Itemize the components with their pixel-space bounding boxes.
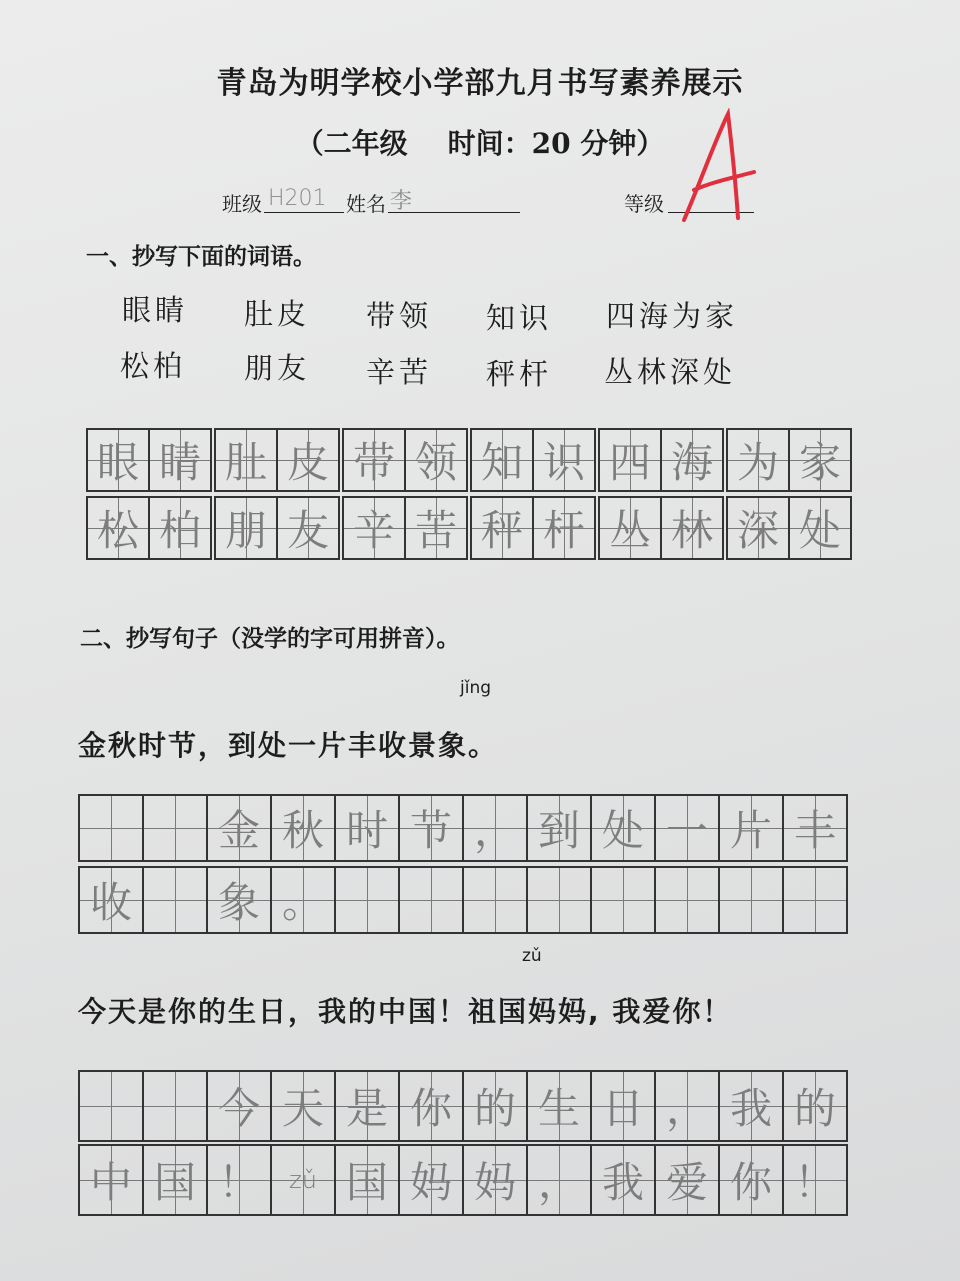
grid-cell[interactable]: [342, 428, 406, 492]
grid-cell[interactable]: [654, 1070, 720, 1142]
grid-cell[interactable]: [526, 794, 592, 862]
grid-cell[interactable]: [206, 794, 272, 862]
word-item: 知识: [486, 301, 553, 335]
handwritten-char: 妈: [473, 1158, 516, 1207]
word-item: 松柏: [120, 349, 187, 383]
grid-cell[interactable]: [142, 1070, 208, 1142]
grid-cell[interactable]: [462, 866, 528, 934]
handwritten-char: ，: [665, 1084, 708, 1133]
grid-cell[interactable]: [206, 866, 272, 934]
grid-cell[interactable]: [334, 1144, 400, 1216]
grid-cell[interactable]: [590, 794, 656, 862]
sentence-1: 金秋时节，到处一片丰收景象。: [78, 729, 499, 762]
grid-cell[interactable]: [334, 794, 400, 862]
handwritten-char: ，: [537, 1158, 580, 1207]
grid-cell[interactable]: [86, 428, 150, 492]
grid-cell[interactable]: [590, 1070, 656, 1142]
subtitle-grade: （二年级: [295, 127, 408, 160]
grid-cell[interactable]: [660, 496, 724, 560]
grid-cell[interactable]: [526, 866, 592, 934]
section2-heading: 二、抄写句子（没学的字可用拼音）。: [80, 626, 460, 652]
grid-cell[interactable]: [654, 794, 720, 862]
class-value: H201: [268, 186, 327, 211]
handwritten-char: 海: [670, 438, 713, 487]
word-item: 丛林深处: [604, 355, 737, 389]
handwritten-char: 一: [665, 806, 708, 855]
class-label: 班级: [222, 192, 262, 216]
handwritten-char: 爱: [665, 1158, 708, 1207]
grid-cell[interactable]: [782, 866, 848, 934]
handwritten-char: 丛: [608, 506, 651, 555]
handwritten-char: 秋: [281, 806, 324, 855]
grid-cell[interactable]: [718, 794, 784, 862]
worksheet-subtitle: [0, 122, 960, 162]
word-item: 眼睛: [122, 293, 189, 327]
grid-cell[interactable]: [78, 1144, 144, 1216]
grid-cell[interactable]: [86, 496, 150, 560]
grid-cell[interactable]: [276, 428, 340, 492]
handwritten-char: 杆: [542, 506, 585, 555]
grid-cell[interactable]: [398, 1144, 464, 1216]
handwritten-char: 处: [601, 806, 644, 855]
handwritten-char: 睛: [158, 438, 201, 487]
handwritten-char: 皮: [286, 438, 329, 487]
name-field[interactable]: [388, 186, 520, 213]
grid-cell[interactable]: [270, 794, 336, 862]
grid-cell[interactable]: [470, 428, 534, 492]
handwritten-char: 节: [409, 806, 452, 855]
grid-cell[interactable]: [78, 794, 144, 862]
grid-cell[interactable]: [270, 1144, 336, 1216]
grid-cell[interactable]: [526, 1070, 592, 1142]
grid-cell[interactable]: [782, 794, 848, 862]
grid-cell[interactable]: [654, 1144, 720, 1216]
word-item: 秤杆: [486, 357, 553, 391]
grid-cell[interactable]: [270, 1070, 336, 1142]
handwritten-char: 片: [729, 806, 772, 855]
grid-cell[interactable]: [398, 866, 464, 934]
name-value: 李: [390, 189, 413, 214]
grid-cell[interactable]: [718, 1144, 784, 1216]
grid-cell[interactable]: [462, 794, 528, 862]
grid-cell[interactable]: [214, 428, 278, 492]
handwritten-char: ！: [793, 1158, 836, 1207]
handwritten-char: 家: [798, 438, 841, 487]
sentence-2: 今天是你的生日，我的中国！祖国妈妈, 我爱你！: [78, 995, 733, 1028]
word-item: 辛苦: [366, 355, 433, 389]
handwritten-char: 四: [608, 438, 651, 487]
handwritten-char: 你: [409, 1084, 452, 1133]
grid-cell[interactable]: [782, 1070, 848, 1142]
handwritten-char: 朋: [224, 506, 267, 555]
grid-cell[interactable]: [78, 1070, 144, 1142]
grid-cell[interactable]: [206, 1070, 272, 1142]
handwritten-char: 我: [729, 1084, 772, 1133]
handwritten-char: 的: [473, 1084, 516, 1133]
handwritten-char: ，: [473, 806, 516, 855]
handwritten-char: zǔ: [289, 1166, 317, 1194]
grid-cell[interactable]: [590, 866, 656, 934]
class-field[interactable]: [264, 186, 344, 213]
grid-cell[interactable]: [270, 866, 336, 934]
grid-cell[interactable]: [598, 496, 662, 560]
handwritten-char: 中: [89, 1158, 132, 1207]
grid-cell[interactable]: [718, 1070, 784, 1142]
handwritten-char: 松: [96, 506, 139, 555]
handwritten-char: 收: [89, 878, 132, 927]
handwritten-char: 金: [217, 806, 260, 855]
handwritten-char: 你: [729, 1158, 772, 1207]
handwritten-char: 识: [542, 438, 585, 487]
grid-cell[interactable]: [214, 496, 278, 560]
handwritten-char: 肚: [224, 438, 267, 487]
word-item: 带领: [366, 299, 433, 333]
grid-cell[interactable]: [462, 1144, 528, 1216]
handwritten-char: 的: [793, 1084, 836, 1133]
grid-cell[interactable]: [276, 496, 340, 560]
handwritten-char: 我: [601, 1158, 644, 1207]
grid-cell[interactable]: [142, 866, 208, 934]
grid-cell[interactable]: [726, 428, 790, 492]
handwritten-char: 处: [798, 506, 841, 555]
grid-cell[interactable]: [78, 866, 144, 934]
word-item: 四海为家: [606, 299, 739, 333]
handwritten-char: 友: [286, 506, 329, 555]
handwritten-char: 象: [217, 878, 260, 927]
handwritten-char: 深: [736, 506, 779, 555]
pinyin-hint: zǔ: [522, 946, 542, 966]
handwritten-char: 生: [537, 1084, 580, 1133]
grid-cell[interactable]: [334, 1070, 400, 1142]
pinyin-hint: jǐng: [460, 678, 492, 698]
grid-cell[interactable]: [404, 428, 468, 492]
handwritten-char: ！: [217, 1158, 260, 1207]
grid-cell[interactable]: [532, 428, 596, 492]
handwritten-char: 眼: [96, 438, 139, 487]
handwritten-char: 丰: [793, 806, 836, 855]
grid-cell[interactable]: [718, 866, 784, 934]
grid-cell[interactable]: [660, 428, 724, 492]
grid-cell[interactable]: [206, 1144, 272, 1216]
grid-cell[interactable]: [148, 428, 212, 492]
name-label: 姓名: [346, 192, 386, 216]
handwritten-char: 苦: [414, 506, 457, 555]
handwritten-char: 辛: [352, 506, 395, 555]
grid-cell[interactable]: [726, 496, 790, 560]
grid-cell[interactable]: [404, 496, 468, 560]
grid-cell[interactable]: [142, 794, 208, 862]
handwritten-char: 是: [345, 1084, 388, 1133]
handwritten-char: 。: [281, 878, 324, 927]
grade-mark: [672, 108, 762, 228]
worksheet-title: 青岛为明学校小学部九月书写素养展示: [216, 66, 744, 101]
grid-cell[interactable]: [342, 496, 406, 560]
level-label: 等级: [624, 192, 664, 216]
handwritten-char: 天: [281, 1084, 324, 1133]
grid-cell[interactable]: [788, 428, 852, 492]
grid-cell[interactable]: [598, 428, 662, 492]
handwritten-char: 林: [670, 506, 713, 555]
grid-cell[interactable]: [654, 866, 720, 934]
word-item: 肚皮: [244, 297, 311, 331]
section1-heading: 一、抄写下面的词语。: [86, 244, 316, 270]
grid-cell[interactable]: [590, 1144, 656, 1216]
grid-cell[interactable]: [788, 496, 852, 560]
handwritten-char: 时: [345, 806, 388, 855]
word-item: 朋友: [244, 351, 311, 385]
handwritten-char: 柏: [158, 506, 201, 555]
handwritten-char: 国: [153, 1158, 196, 1207]
grid-cell[interactable]: [532, 496, 596, 560]
handwritten-char: 带: [352, 438, 395, 487]
grid-cell[interactable]: [148, 496, 212, 560]
grid-cell[interactable]: [142, 1144, 208, 1216]
handwritten-char: 知: [480, 438, 523, 487]
handwritten-char: 妈: [409, 1158, 452, 1207]
handwritten-char: 今: [217, 1084, 260, 1133]
grid-cell[interactable]: [334, 866, 400, 934]
grid-cell[interactable]: [782, 1144, 848, 1216]
handwritten-char: 日: [601, 1084, 644, 1133]
grid-cell[interactable]: [526, 1144, 592, 1216]
grid-cell[interactable]: [462, 1070, 528, 1142]
grid-cell[interactable]: [470, 496, 534, 560]
handwritten-char: 领: [414, 438, 457, 487]
grid-cell[interactable]: [398, 1070, 464, 1142]
grid-cell[interactable]: [398, 794, 464, 862]
handwritten-char: 国: [345, 1158, 388, 1207]
handwritten-char: 到: [537, 806, 580, 855]
handwritten-char: 为: [736, 438, 779, 487]
handwritten-char: 秤: [480, 506, 523, 555]
subtitle-time: 时间：20 分钟）: [447, 127, 665, 160]
